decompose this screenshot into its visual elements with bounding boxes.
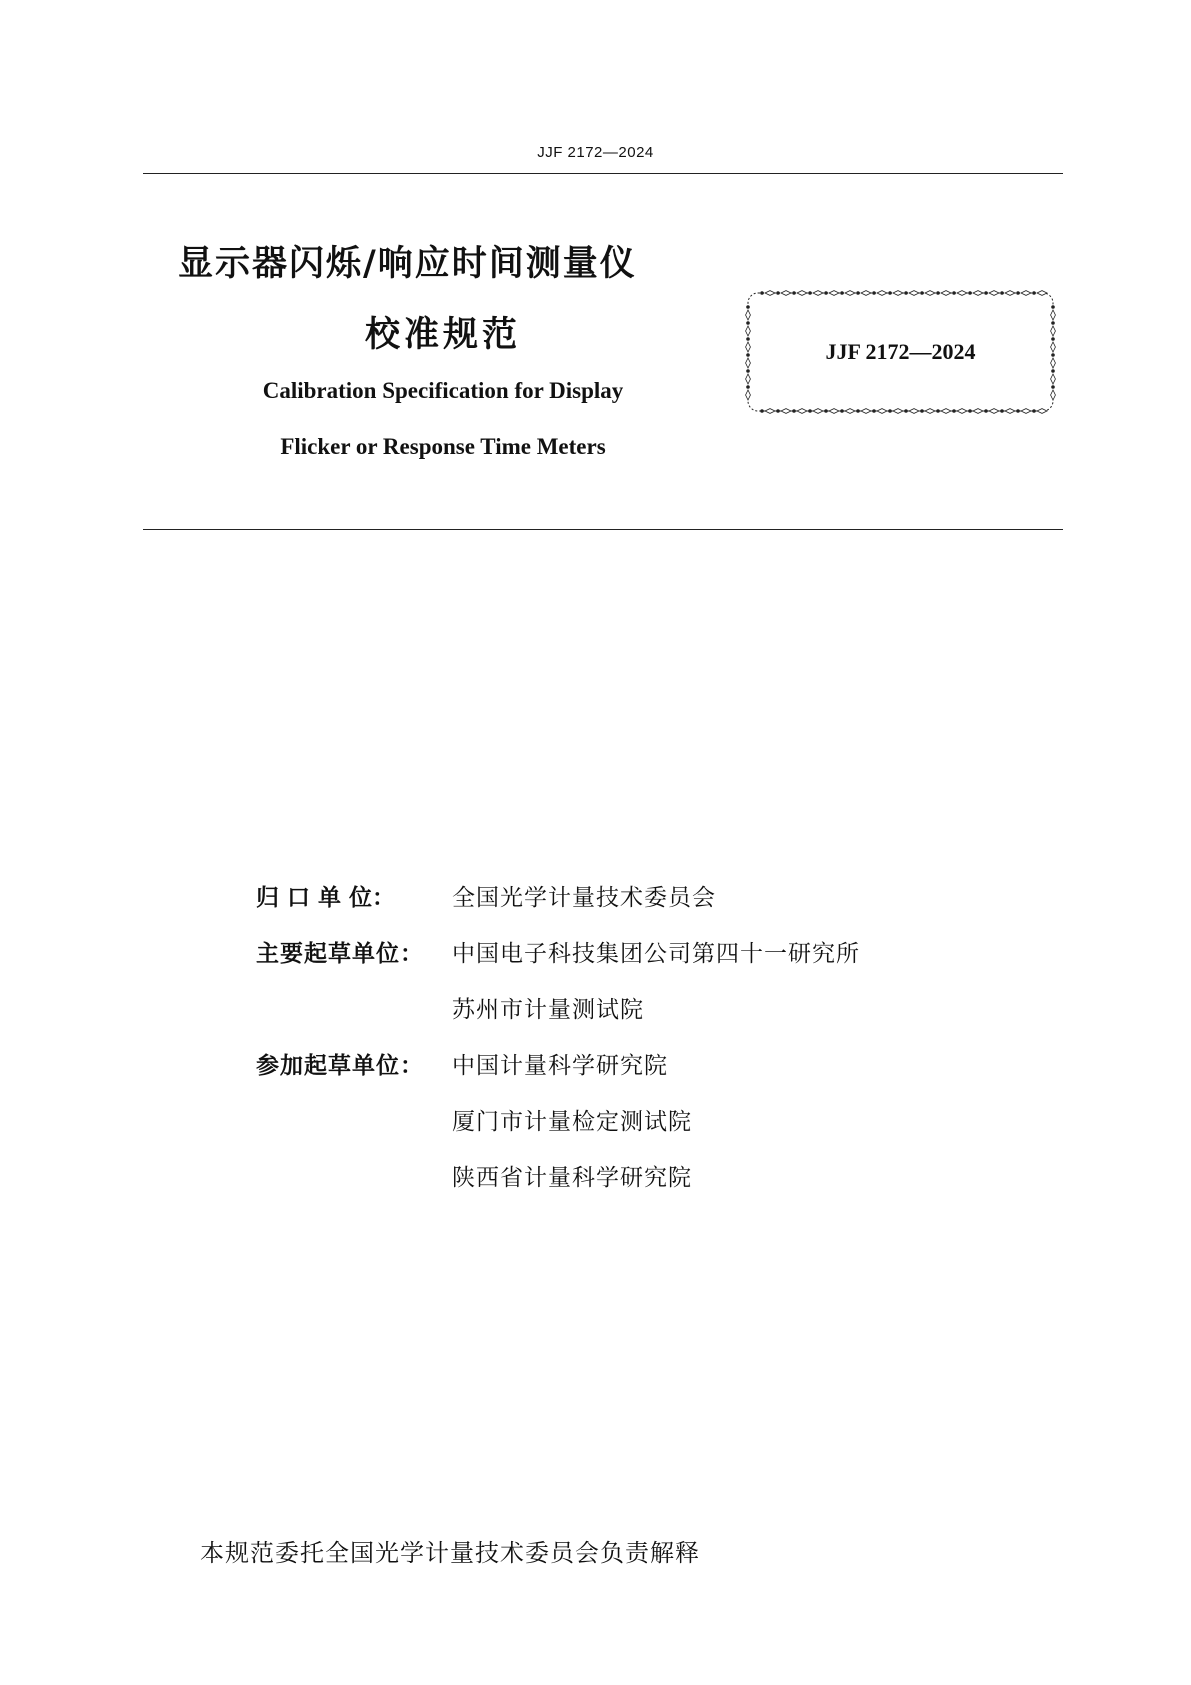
standard-code-box xyxy=(744,289,1057,415)
participating-unit-row xyxy=(256,1048,668,1084)
main-drafting-unit-value-1: 中国电子科技集团公司第四十一研究所 xyxy=(452,941,860,967)
responsible-unit-label: 归 口 单 位： xyxy=(256,885,396,911)
participating-unit-value-3: 陕西省计量科学研究院 xyxy=(452,1165,692,1191)
responsible-unit-value: 全国光学计量技术委员会 xyxy=(452,885,716,911)
bottom-divider xyxy=(143,529,1063,530)
title-chinese-line1: 显示器闪烁/响应时间测量仪 xyxy=(178,244,637,284)
main-drafting-unit-row xyxy=(256,936,860,972)
main-drafting-unit-value-2: 苏州市计量测试院 xyxy=(452,997,644,1023)
main-drafting-unit-label: 主要起草单位： xyxy=(256,941,424,967)
participating-unit-value-2: 厦门市计量检定测试院 xyxy=(452,1109,692,1135)
title-english-line2: Flicker or Response Time Meters xyxy=(280,434,606,459)
header-standard-code: JJF 2172—2024 xyxy=(537,144,654,161)
participating-unit-label: 参加起草单位： xyxy=(256,1053,424,1079)
top-divider xyxy=(143,173,1063,174)
participating-unit-value-1: 中国计量科学研究院 xyxy=(452,1053,668,1079)
standard-code-box-text: JJF 2172—2024 xyxy=(825,339,976,364)
title-chinese-line2: 校准规范 xyxy=(364,315,521,355)
responsible-unit-row xyxy=(256,880,716,916)
interpretation-note: 本规范委托全国光学计量技术委员会负责解释 xyxy=(200,1539,700,1567)
title-english-line1: Calibration Specification for Display xyxy=(262,378,624,403)
